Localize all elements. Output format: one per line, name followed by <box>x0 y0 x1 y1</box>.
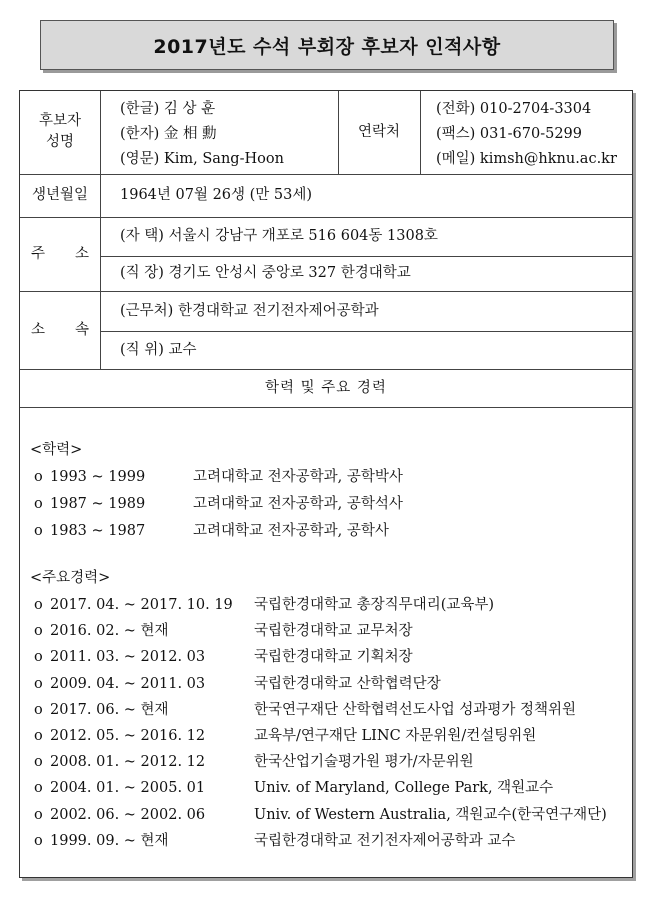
row-divider <box>20 407 632 408</box>
contact-label: 연락처 <box>357 124 401 140</box>
list-period: 1993 ~ 1999 <box>50 469 146 485</box>
document-title: 2017년도 수석 부회장 후보자 인적사항 <box>40 20 614 70</box>
contact-email: (메일) kimsh@hknu.ac.kr <box>436 151 617 167</box>
list-desc: 고려대학교 전자공학과, 공학사 <box>193 523 389 539</box>
row-divider <box>20 369 632 370</box>
list-bullet: o <box>34 728 43 744</box>
list-bullet: o <box>34 806 43 823</box>
contact-fax: (팩스) 031-670-5299 <box>436 126 582 142</box>
education-heading: <학력> <box>30 442 83 458</box>
list-period: 2004. 01. ~ 2005. 01 <box>50 780 206 797</box>
birth-value: 1964년 07월 26생 (만 53세) <box>120 187 313 203</box>
list-bullet: o <box>34 780 43 797</box>
list-desc: 교육부/연구재단 LINC 자문위원/컨설팅위원 <box>254 728 537 744</box>
list-bullet: o <box>34 623 43 640</box>
contact-phone: (전화) 010-2704-3304 <box>436 101 592 117</box>
name-english: (영문) Kim, Sang-Hoon <box>120 151 284 167</box>
list-desc: 국립한경대학교 산학협력단장 <box>254 675 441 692</box>
list-desc: Univ. of Maryland, College Park, 객원교수 <box>254 780 554 797</box>
list-period: 2008. 01. ~ 2012. 12 <box>50 754 206 771</box>
list-desc: 고려대학교 전자공학과, 공학석사 <box>193 496 403 512</box>
candidate-label: 후보자 성명 <box>38 113 82 150</box>
list-desc: 한국연구재단 산학협력선도사업 성과평가 정책위원 <box>254 701 576 718</box>
profile-table <box>19 90 633 878</box>
list-desc: 고려대학교 전자공학과, 공학박사 <box>193 469 403 485</box>
affiliation-workplace: (근무처) 한경대학교 전기전자제어공학과 <box>120 303 379 319</box>
list-period: 2016. 02. ~ 현재 <box>50 623 169 640</box>
row-divider <box>100 256 632 257</box>
row-divider <box>20 291 632 292</box>
affiliation-position: (직 위) 교수 <box>120 342 197 358</box>
name-hangul: (한글) 김 상 훈 <box>120 101 216 117</box>
list-period: 2009. 04. ~ 2011. 03 <box>50 675 206 692</box>
list-bullet: o <box>34 523 43 539</box>
list-bullet: o <box>34 701 43 718</box>
birth-label: 생년월일 <box>31 187 89 203</box>
list-period: 1999. 09. ~ 현재 <box>50 832 169 849</box>
address-work: (직 장) 경기도 안성시 중앙로 327 한경대학교 <box>120 265 411 281</box>
list-period: 2017. 06. ~ 현재 <box>50 701 169 718</box>
row-divider <box>20 217 632 218</box>
list-desc: 국립한경대학교 전기전자제어공학과 교수 <box>254 832 516 849</box>
list-period: 2012. 05. ~ 2016. 12 <box>50 728 206 744</box>
column-divider <box>420 91 421 174</box>
list-bullet: o <box>34 675 43 692</box>
list-period: 1987 ~ 1989 <box>50 496 146 512</box>
list-bullet: o <box>34 469 43 485</box>
list-period: 2002. 06. ~ 2002. 06 <box>50 806 206 823</box>
list-bullet: o <box>34 832 43 849</box>
list-period: 2011. 03. ~ 2012. 03 <box>50 649 206 666</box>
career-heading: <주요경력> <box>30 570 111 586</box>
list-period: 2017. 04. ~ 2017. 10. 19 <box>50 597 233 613</box>
list-period: 1983 ~ 1987 <box>50 523 146 539</box>
history-header: 학력 및 주요 경력 <box>265 380 387 396</box>
list-desc: 국립한경대학교 교무처장 <box>254 623 413 640</box>
list-desc: 한국산업기술평가원 평가/자문위원 <box>254 754 474 771</box>
address-home: (자 택) 서울시 강남구 개포로 516 604동 1308호 <box>120 228 438 244</box>
list-bullet: o <box>34 597 43 613</box>
row-divider <box>20 174 632 175</box>
list-desc: 국립한경대학교 총장직무대리(교육부) <box>254 597 495 613</box>
list-desc: Univ. of Western Australia, 객원교수(한국연구재단) <box>254 806 607 823</box>
address-label: 주 소 <box>30 246 90 262</box>
name-hanja: (한자) 金 相 勳 <box>120 126 217 142</box>
row-divider <box>100 331 632 332</box>
column-divider <box>100 91 101 369</box>
list-desc: 국립한경대학교 기획처장 <box>254 649 413 666</box>
list-bullet: o <box>34 496 43 512</box>
affiliation-label: 소 속 <box>30 322 90 338</box>
list-bullet: o <box>34 754 43 771</box>
list-bullet: o <box>34 649 43 666</box>
